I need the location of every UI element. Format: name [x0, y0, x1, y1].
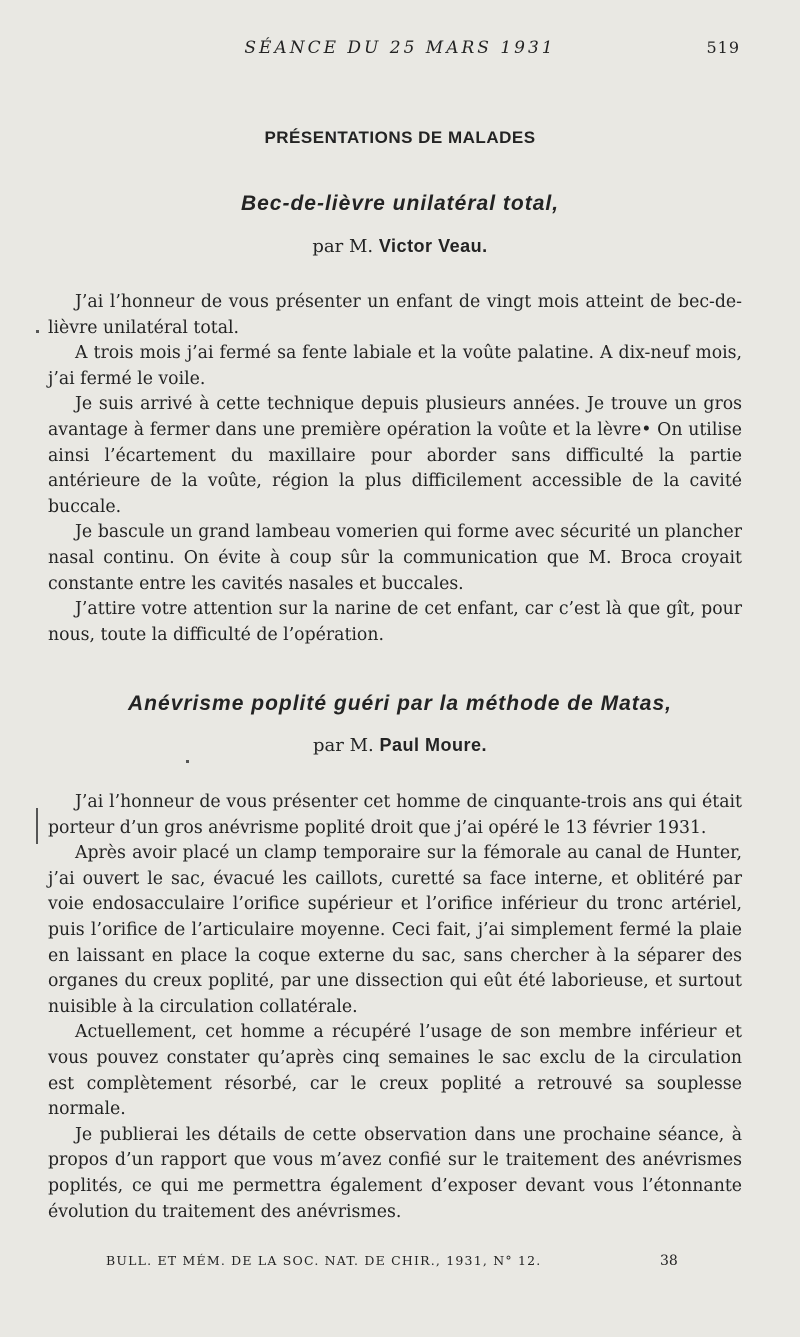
paragraph: A trois mois j’ai fermé sa fente labiale et la voûte palatine. A dix-neuf mois, j’ai fermé le voile.	[48, 343, 742, 389]
byline-prefix: par M.	[313, 735, 374, 756]
paragraph: J’ai l’honneur de vous présenter un enfant de vingt mois atteint de bec-de-lièvre unilatéral total.	[48, 292, 742, 338]
scan-speck	[36, 330, 39, 333]
byline-1	[0, 236, 800, 257]
article-title-1: Bec-de-lièvre unilatéral total,	[240, 192, 560, 215]
paragraph: Je publierai les détails de cette observation dans une prochaine séance, à propos d’un rapport que vous m’avez confié sur le traitement des anévrismes poplités, ce qui me permettra également d’exposer devant vous l’étonnante évolution du traitement des anévrismes.	[48, 1124, 742, 1222]
article-title-2: Anévrisme poplité guéri par la méthode de Matas,	[128, 692, 672, 715]
paragraph: Après avoir placé un clamp temporaire sur la fémorale au canal de Hunter, j’ai ouvert le sac, évacué les caillots, curetté sa face interne, et oblitéré par voie endosacculaire l’orifice supérieur et l’orifice inférieur du tronc artériel, puis l’orifice de l’articulaire moyenne. Ceci fait, j’ai simplement fermé la plaie en laissant en place la coque externe du sac, sans chercher à la séparer des organes du creux poplité, par une dissection qui eût été laborieuse, et surtout nuisible à la circulation collatérale.	[48, 843, 742, 1017]
journal-citation: BULL. ET MÉM. DE LA SOC. NAT. DE CHIR., 1931, N° 12.	[106, 1253, 542, 1268]
section-title: PRÉSENTATIONS DE MALADES	[264, 128, 536, 147]
article-body-2	[48, 790, 742, 1225]
paragraph: Je bascule un grand lambeau vomerien qui forme avec sécurité un plancher nasal continu. On évite à coup sûr la communication que M. Broca croyait constante entre les cavités nasales et buccales.	[48, 522, 742, 594]
scan-speck	[186, 760, 189, 763]
author-name: Victor Veau.	[378, 236, 488, 256]
paragraph: Actuellement, cet homme a récupéré l’usage de son membre inférieur et vous pouvez constater qu’après cinq semaines le sac exclu de la circulation est complètement résorbé, car le creux poplité a retrouvé sa souplesse normale.	[48, 1022, 742, 1120]
article-body-1	[48, 290, 742, 648]
byline-2	[0, 735, 800, 756]
paragraph: J’ai l’honneur de vous présenter cet homme de cinquante-trois ans qui était porteur d’un gros anévrisme poplité droit que j’ai opéré le 13 février 1931.	[48, 792, 742, 838]
signature-mark: 38	[660, 1253, 678, 1269]
page-number: 519	[706, 38, 740, 57]
paragraph: Je suis arrivé à cette technique depuis plusieurs années. Je trouve un gros avantage à fermer dans une première opération la voûte et la lèvre• On utilise ainsi l’écartement du maxillaire pour aborder sans difficulté la partie antérieure de la voûte, région la plus difficilement accessible de la cavité buccale.	[48, 394, 742, 517]
paragraph: J’attire votre attention sur la narine de cet enfant, car c’est là que gît, pour nous, toute la difficulté de l’opération.	[48, 599, 742, 645]
byline-prefix: par M.	[312, 236, 374, 257]
scan-speck	[36, 808, 38, 844]
footer	[0, 1253, 800, 1273]
running-header	[0, 38, 800, 62]
author-name: Paul Moure.	[379, 735, 487, 755]
running-title: SÉANCE DU 25 MARS 1931	[244, 38, 556, 58]
